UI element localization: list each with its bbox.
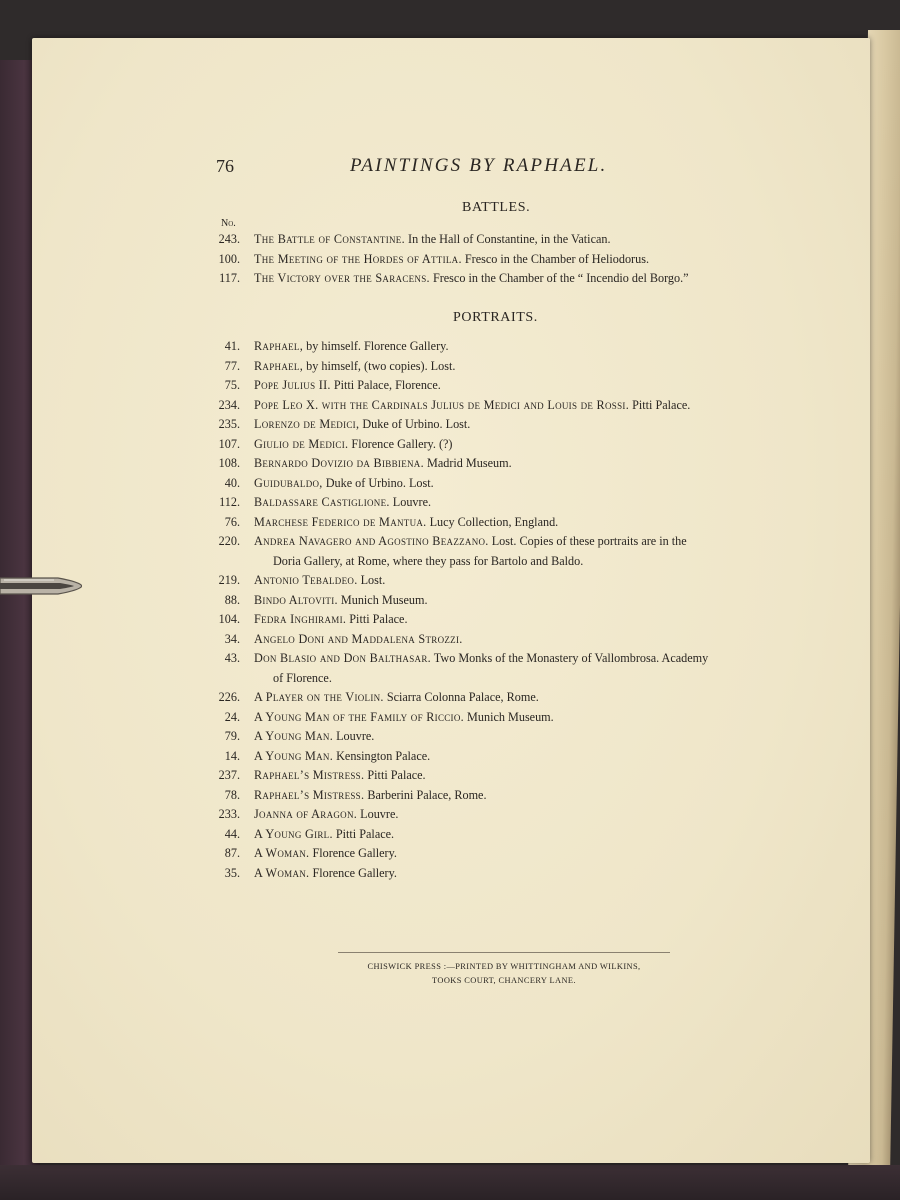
page-number: 76	[216, 156, 234, 176]
entry-title: Raphael,	[254, 358, 304, 373]
entry-number: 77.	[224, 358, 240, 373]
entry-location: Pitti Palace.	[335, 826, 395, 841]
entry-number: 24.	[224, 709, 240, 724]
entry-title: A Young Man.	[254, 729, 334, 743]
entry-title: A Young Girl.	[254, 826, 333, 841]
entry-number: 226.	[218, 690, 240, 704]
entry-title: Giulio de Medici.	[254, 436, 349, 451]
entry-number: 78.	[224, 787, 240, 802]
entry-location: Lost. Copies of these portraits are in the	[491, 534, 687, 548]
imprint-line-2: TOOKS COURT, CHANCERY LANE.	[432, 976, 576, 985]
entry-location: Fresco in the Chamber of Heliodorus.	[464, 251, 650, 266]
entry-title: Fedra Inghirami.	[254, 612, 347, 626]
entry-number: 234.	[218, 397, 240, 412]
entry-text	[254, 396, 770, 416]
section-title-portraits: PORTRAITS.	[453, 310, 538, 325]
entry-location: Kensington Palace.	[336, 748, 431, 763]
entry-location: Florence Gallery.	[312, 865, 397, 880]
entry-text	[254, 376, 770, 396]
entry-number: 104.	[218, 612, 240, 626]
entry-text	[254, 786, 770, 806]
entry-number: 117.	[219, 271, 240, 285]
entry-text	[254, 610, 770, 630]
entry-text	[254, 864, 770, 884]
entry-location: In the Hall of Constantine, in the Vatican.	[408, 232, 611, 246]
entry-location: Florence Gallery.	[312, 846, 397, 860]
entry-title: The Victory over the Saracens.	[254, 271, 430, 285]
entry-number: 44.	[224, 826, 240, 841]
entry-title: Raphael,	[254, 339, 304, 353]
entry-text	[254, 688, 770, 708]
entry-title: Pope Leo X. with the Cardinals Julius de Medici and Louis de Rossi.	[254, 397, 630, 412]
entry-title: Baldassare Castiglione.	[254, 495, 390, 509]
entry-location: Munich Museum.	[340, 592, 428, 607]
entry-number: 88.	[224, 592, 240, 607]
number-column-label: No.	[221, 218, 236, 229]
entry-title: Pope Julius II.	[254, 378, 331, 392]
entry-text	[254, 230, 770, 250]
entry-title: A Young Man.	[254, 748, 334, 763]
section-title-battles: BATTLES.	[462, 200, 531, 215]
entry-number: 14.	[224, 748, 240, 763]
entry-text	[254, 357, 770, 377]
entry-number: 35.	[224, 865, 240, 880]
entry-location: by himself. Florence Gallery.	[306, 339, 449, 353]
entry-location: Duke of Urbino. Lost.	[362, 417, 471, 431]
entry-number: 79.	[224, 729, 240, 743]
entry-title: Don Blasio and Don Balthasar.	[254, 651, 431, 665]
entry-number: 233.	[218, 807, 240, 821]
entry-text	[254, 649, 770, 669]
entry-title: Marchese Federico de Mantua.	[254, 514, 427, 529]
entry-text	[254, 337, 770, 357]
entry-title: A Woman.	[254, 865, 310, 880]
entry-number: 34.	[224, 631, 240, 646]
entry-text	[254, 630, 770, 650]
entry-number: 112.	[219, 495, 240, 509]
entry-location: Sciarra Colonna Palace, Rome.	[386, 690, 539, 704]
entry-title: Raphael’s Mistress.	[254, 787, 365, 802]
entry-text	[254, 250, 770, 270]
entry-text	[254, 571, 770, 591]
entry-number: 237.	[218, 768, 240, 782]
entry-location: Fresco in the Chamber of the “ Incendio del Borgo.”	[432, 271, 689, 285]
footer-rule	[338, 952, 670, 953]
entry-title: Bindo Altoviti.	[254, 592, 338, 607]
entry-number: 243.	[218, 232, 240, 246]
book-bottom-edge	[0, 1165, 900, 1200]
entry-title: Lorenzo de Medici,	[254, 417, 360, 431]
entry-number: 107.	[218, 436, 240, 451]
entry-title: A Player on the Violin.	[254, 690, 384, 704]
entry-number: 43.	[224, 651, 240, 665]
entry-location: Duke of Urbino. Lost.	[325, 475, 434, 490]
entry-location: Pitti Palace.	[349, 612, 408, 626]
entry-location: Pitti Palace.	[632, 397, 691, 412]
entry-location: Pitti Palace.	[367, 768, 426, 782]
entry-location: Louvre.	[336, 729, 375, 743]
entry-text	[254, 805, 770, 825]
entry-location: Barberini Palace, Rome.	[367, 787, 487, 802]
entry-title: Antonio Tebaldeo.	[254, 573, 358, 587]
entry-text	[254, 727, 770, 747]
entry-text	[254, 532, 770, 552]
entry-location: Pitti Palace, Florence.	[333, 378, 441, 392]
entry-location: Louvre.	[360, 807, 399, 821]
entry-title: Angelo Doni and Maddalena Strozzi.	[254, 631, 463, 646]
entry-title: Bernardo Dovizio da Bibbiena.	[254, 456, 424, 470]
entry-number: 219.	[218, 573, 240, 587]
running-head: PAINTINGS BY RAPHAEL.	[350, 155, 608, 176]
entry-location: Two Monks of the Monastery of Vallombrosa. Academy	[433, 651, 709, 665]
entry-text	[254, 513, 770, 533]
entry-text	[254, 708, 770, 728]
entry-location: Louvre.	[392, 495, 432, 509]
entry-title: Joanna of Aragon.	[254, 807, 358, 821]
imprint-line-1: CHISWICK PRESS :—PRINTED BY WHITTINGHAM AND WILKINS,	[367, 962, 641, 971]
entry-number: 87.	[224, 846, 240, 860]
entry-title: The Battle of Constantine.	[254, 232, 405, 246]
entry-title: The Meeting of the Hordes of Attila.	[254, 251, 462, 266]
entry-location: Munich Museum.	[467, 709, 554, 724]
entry-number: 100.	[218, 251, 240, 266]
entry-text	[254, 747, 770, 767]
entry-number: 76.	[224, 514, 240, 529]
entry-continuation: Doria Gallery, at Rome, where they pass for Bartolo and Baldo.	[273, 553, 584, 568]
entry-text	[254, 825, 770, 845]
entry-text	[254, 474, 770, 494]
entry-title: A Young Man of the Family of Riccio.	[254, 709, 464, 724]
entry-title: Raphael’s Mistress.	[254, 768, 365, 782]
entry-title: A Woman.	[254, 846, 310, 860]
entry-number: 41.	[224, 339, 240, 353]
entry-title: Guidubaldo,	[254, 475, 323, 490]
entry-text	[254, 454, 770, 474]
entry-text	[254, 415, 770, 435]
entry-text	[254, 435, 770, 455]
page-clip-icon	[0, 566, 82, 606]
entry-location: Florence Gallery. (?)	[351, 436, 453, 451]
entry-location: Lost.	[360, 573, 386, 587]
entry-text	[254, 493, 770, 513]
entry-number: 235.	[218, 417, 240, 431]
entry-location: Madrid Museum.	[426, 456, 512, 470]
entry-number: 40.	[224, 475, 240, 490]
entry-text	[254, 591, 770, 611]
entry-number: 108.	[218, 456, 240, 470]
entry-title: Andrea Navagero and Agostino Beazzano.	[254, 534, 489, 548]
entry-continuation: of Florence.	[273, 670, 332, 685]
entry-location: Lucy Collection, England.	[429, 514, 559, 529]
entry-number: 75.	[224, 378, 240, 392]
entry-text	[254, 844, 770, 864]
entry-text	[254, 269, 770, 289]
entry-location: by himself, (two copies). Lost.	[306, 358, 456, 373]
entry-number: 220.	[218, 534, 240, 548]
entry-text	[254, 766, 770, 786]
